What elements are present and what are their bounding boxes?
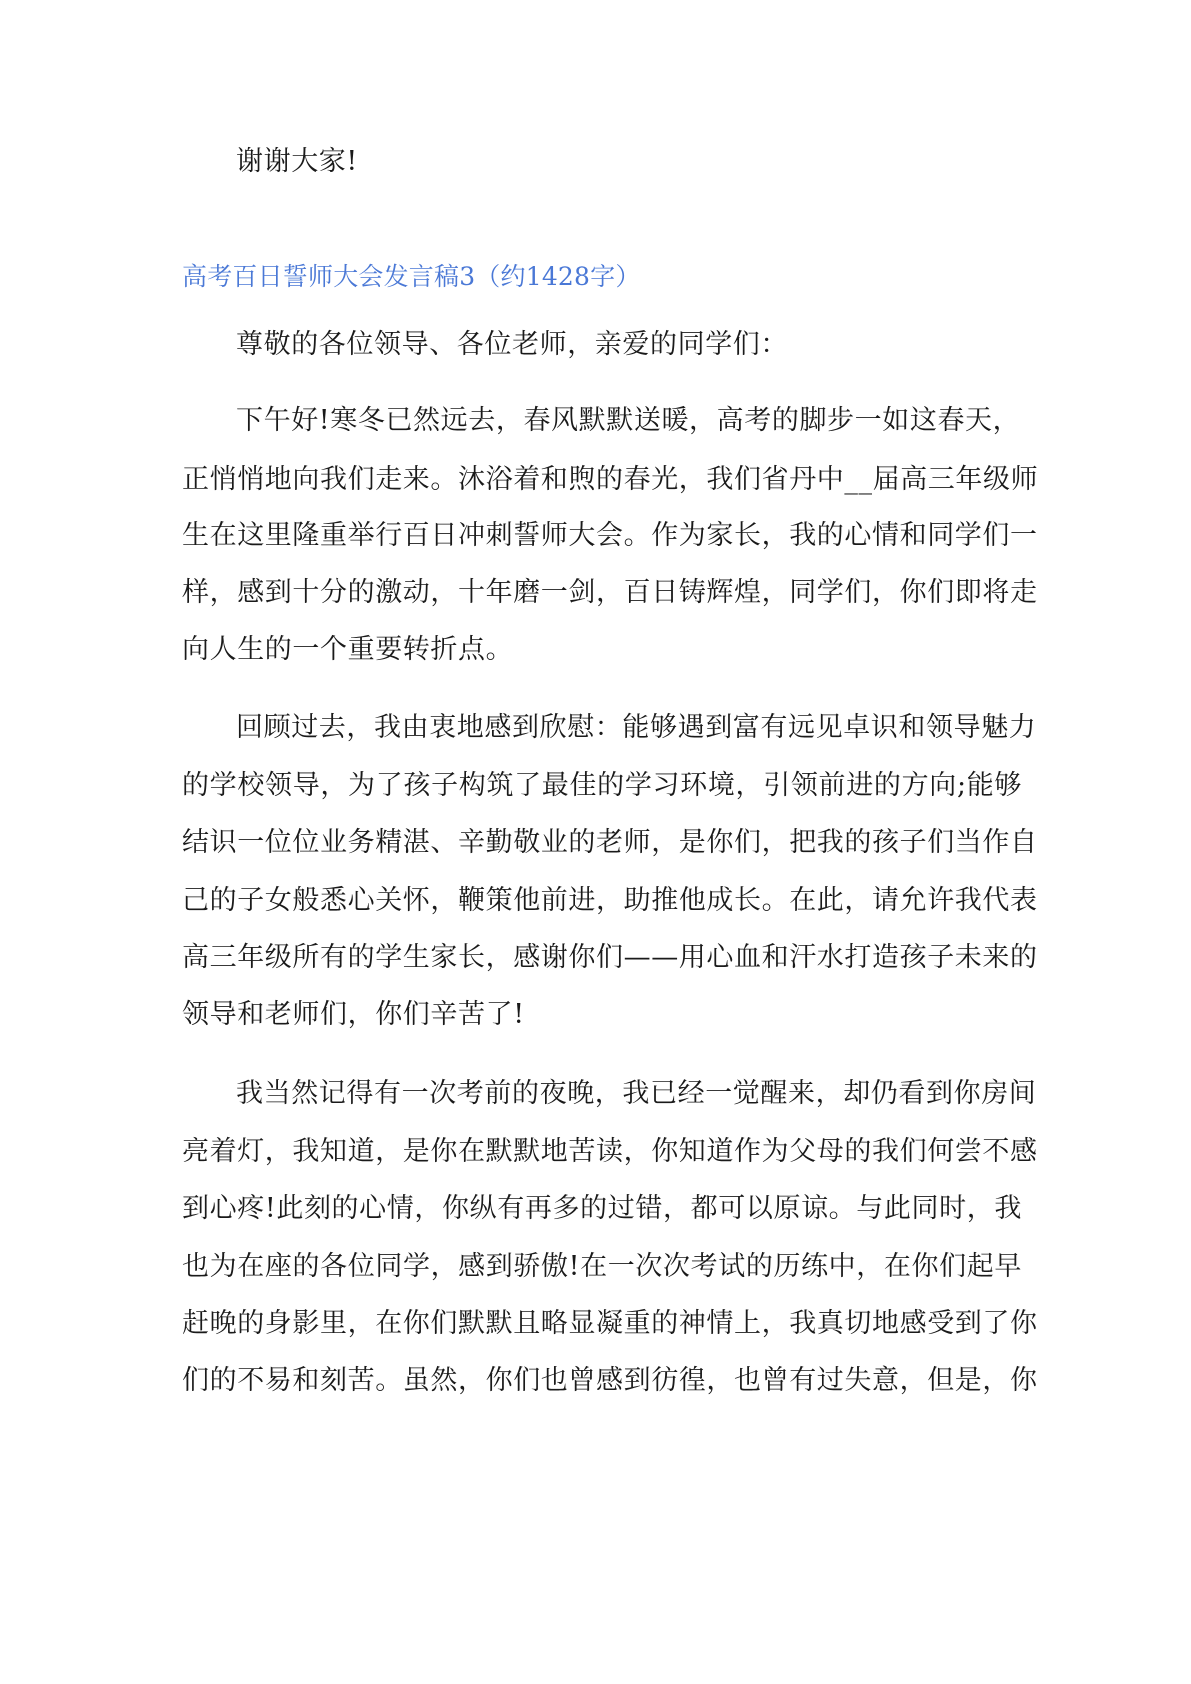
paragraph-1-line-3: 生在这里隆重举行百日冲刺誓师大会。作为家长，我的心情和同学们一 — [182, 520, 1038, 551]
paragraph-2-line-2: 的学校领导，为了孩子构筑了最佳的学习环境，引领前进的方向;能够 — [182, 770, 1022, 801]
paragraph-2-line-1: 回顾过去，我由衷地感到欣慰：能够遇到富有远见卓识和领导魅力 — [236, 712, 1037, 743]
paragraph-2-line-5: 高三年级所有的学生家长，感谢你们——用心血和汗水打造孩子未来的 — [182, 942, 1038, 973]
paragraph-1-line-2: 正悄悄地向我们走来。沐浴着和煦的春光，我们省丹中__届高三年级师 — [182, 464, 1039, 495]
paragraph-2-line-6: 领导和老师们，你们辛苦了! — [182, 999, 525, 1030]
salutation: 尊敬的各位领导、各位老师，亲爱的同学们： — [236, 329, 788, 360]
paragraph-3-line-4: 也为在座的各位同学，感到骄傲!在一次次考试的历练中，在你们起早 — [182, 1251, 1022, 1282]
paragraph-1-line-1: 下午好!寒冬已然远去，春风默默送暖，高考的脚步一如这春天， — [236, 405, 1021, 436]
paragraph-3-line-1: 我当然记得有一次考前的夜晚，我已经一觉醒来，却仍看到你房间 — [236, 1078, 1037, 1109]
paragraph-1-line-4: 样，感到十分的激动，十年磨一剑，百日铸辉煌，同学们，你们即将走 — [182, 577, 1038, 608]
paragraph-3-line-2: 亮着灯，我知道，是你在默默地苦读，你知道作为父母的我们何尝不感 — [182, 1136, 1038, 1167]
paragraph-2-line-3: 结识一位位业务精湛、辛勤敬业的老师，是你们，把我的孩子们当作自 — [182, 827, 1038, 858]
paragraph-3-line-5: 赶晚的身影里，在你们默默且略显凝重的神情上，我真切地感受到了你 — [182, 1308, 1038, 1339]
paragraph-3-line-6: 们的不易和刻苦。虽然，你们也曾感到彷徨，也曾有过失意，但是，你 — [182, 1365, 1038, 1396]
paragraph-2-line-4: 己的子女般悉心关怀，鞭策他前进，助推他成长。在此，请允许我代表 — [182, 885, 1038, 916]
section-heading[interactable]: 高考百日誓师大会发言稿3（约1428字） — [182, 262, 641, 291]
closing-thanks: 谢谢大家! — [236, 146, 358, 177]
paragraph-3-line-3: 到心疼!此刻的心情，你纵有再多的过错，都可以原谅。与此同时，我 — [182, 1193, 1022, 1224]
paragraph-1-line-5: 向人生的一个重要转折点。 — [182, 634, 514, 665]
